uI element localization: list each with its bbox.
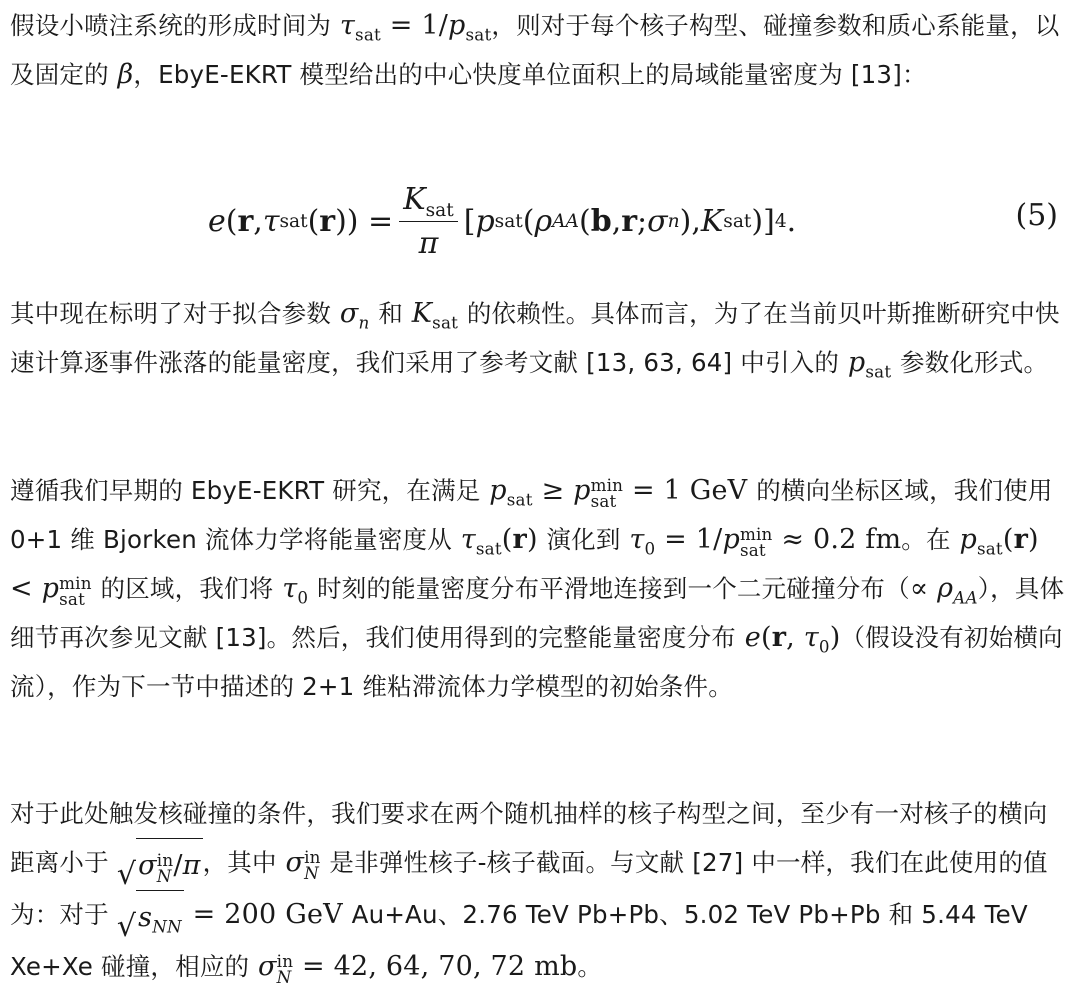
math-sigma-values: σ in N = 42, 64, 70, 72 mb — [249, 950, 578, 987]
math-sqrt-snn: √ $s_{NN}$ — [117, 890, 184, 942]
equation-body: e ( r , τ sat ( r )) = $\frac{K_{sat}}{\pi}$ [ p sat ( ρ AA ( b , r ; σ n ), K sat )] 4 . — [208, 182, 797, 261]
math-tau0-def: $\tau_0 = 1/p$ min sat ≈ 0.2 fm — [620, 523, 902, 560]
math-psat-ge-pmin: $p_{sat} \ge p$ min sat = 1 GeV — [480, 474, 748, 511]
math-psat-lt-pmin: $p_{sat}(r) < p$ min sat — [10, 524, 1039, 609]
math-200-gev: = 200 GeV — [183, 899, 352, 930]
math-sigma-in-n: σ in N — [276, 846, 321, 883]
math-tau0: $\tau_0$ — [273, 573, 309, 608]
math-sigma-n: $\sigma_n$ — [331, 298, 370, 333]
equation-5 — [0, 168, 1080, 268]
math-k-sat: $K_{sat}$ — [403, 298, 459, 333]
equation-number: (5) — [1015, 198, 1058, 233]
math-tau-sat-r: $\tau_{sat}(r)$ — [451, 524, 538, 559]
math-e-r-tau0: e(r, $\tau_0$) — [735, 622, 841, 657]
math-sqrt-sigma-over-pi: √ σ in N /π — [117, 838, 203, 890]
math-beta: β — [108, 59, 134, 90]
paragraph-4: 对于此处触发核碰撞的条件，我们要求在两个随机抽样的核子构型之间，至少有一对核子的横向距离小于 √ σ in N /π ，其中 σ in N 是非弹性核子-核子截面。与文献 [27] 中一样，我们在此使用的值为：对于 √ $s_{NN}$ = 200 GeV Au+Au、2.76 TeV Pb+Pb、5.02 TeV Pb+Pb 和 5.44 TeV Xe+Xe 碰撞，相应的 σ in N = 42, 64, 70, 72 mb。 — [10, 799, 1048, 987]
math-tau-sat-def: $\tau_{sat} = 1/p_{sat}$ — [331, 10, 492, 45]
math-p-sat: $p_{sat}$ — [839, 347, 892, 382]
math-prop-rho-aa: ∝ $\rho_{AA}$ — [909, 573, 978, 608]
fraction-k-over-pi: $\frac{K_{sat}}{\pi}$ — [399, 182, 458, 261]
paragraph-2: 其中现在标明了对于拟合参数 $\sigma_n$ 和 $K_{sat}$ 的依赖性。具体而言，为了在当前贝叶斯推断研究中快速计算逐事件涨落的能量密度，我们采用了参考文献 [13, 63, 64] 中引入的 $p_{sat}$ 参数化形式。 — [10, 298, 1060, 382]
paragraph-3: 遵循我们早期的 EbyE-EKRT 研究，在满足 $p_{sat} \ge p$ min sat = 1 GeV 的横向坐标区域，我们使用 0+1 维 Bjorken 流体力学将能量密度从 $\tau_{sat}(r)$ 演化到 $\tau_0 = 1/p$ min sat ≈ 0.2 fm。在 $p_{sat}(r) < p$ min sat 的区域，我们将 $\tau_0$ 时刻的能量密度分布平滑地连接到一个二元碰撞分布（∝ $\rho_{AA}$），具体细节再次参见文献 [13]。然后，我们使用得到的完整能量密度分布 e(r, $\tau_0$)（假设没有初始横向流），作为下一节中描述的 2+1 维粘滞流体力学模型的初始条件。 — [10, 474, 1065, 701]
paragraph-1: 假设小喷注系统的形成时间为 $\tau_{sat} = 1/p_{sat}$，则对于每个核子构型、碰撞参数和质心系能量，以及固定的 β，EbyE-EKRT 模型给出的中心快度单位面积上的局域能量密度为 [13]： — [10, 10, 1060, 90]
